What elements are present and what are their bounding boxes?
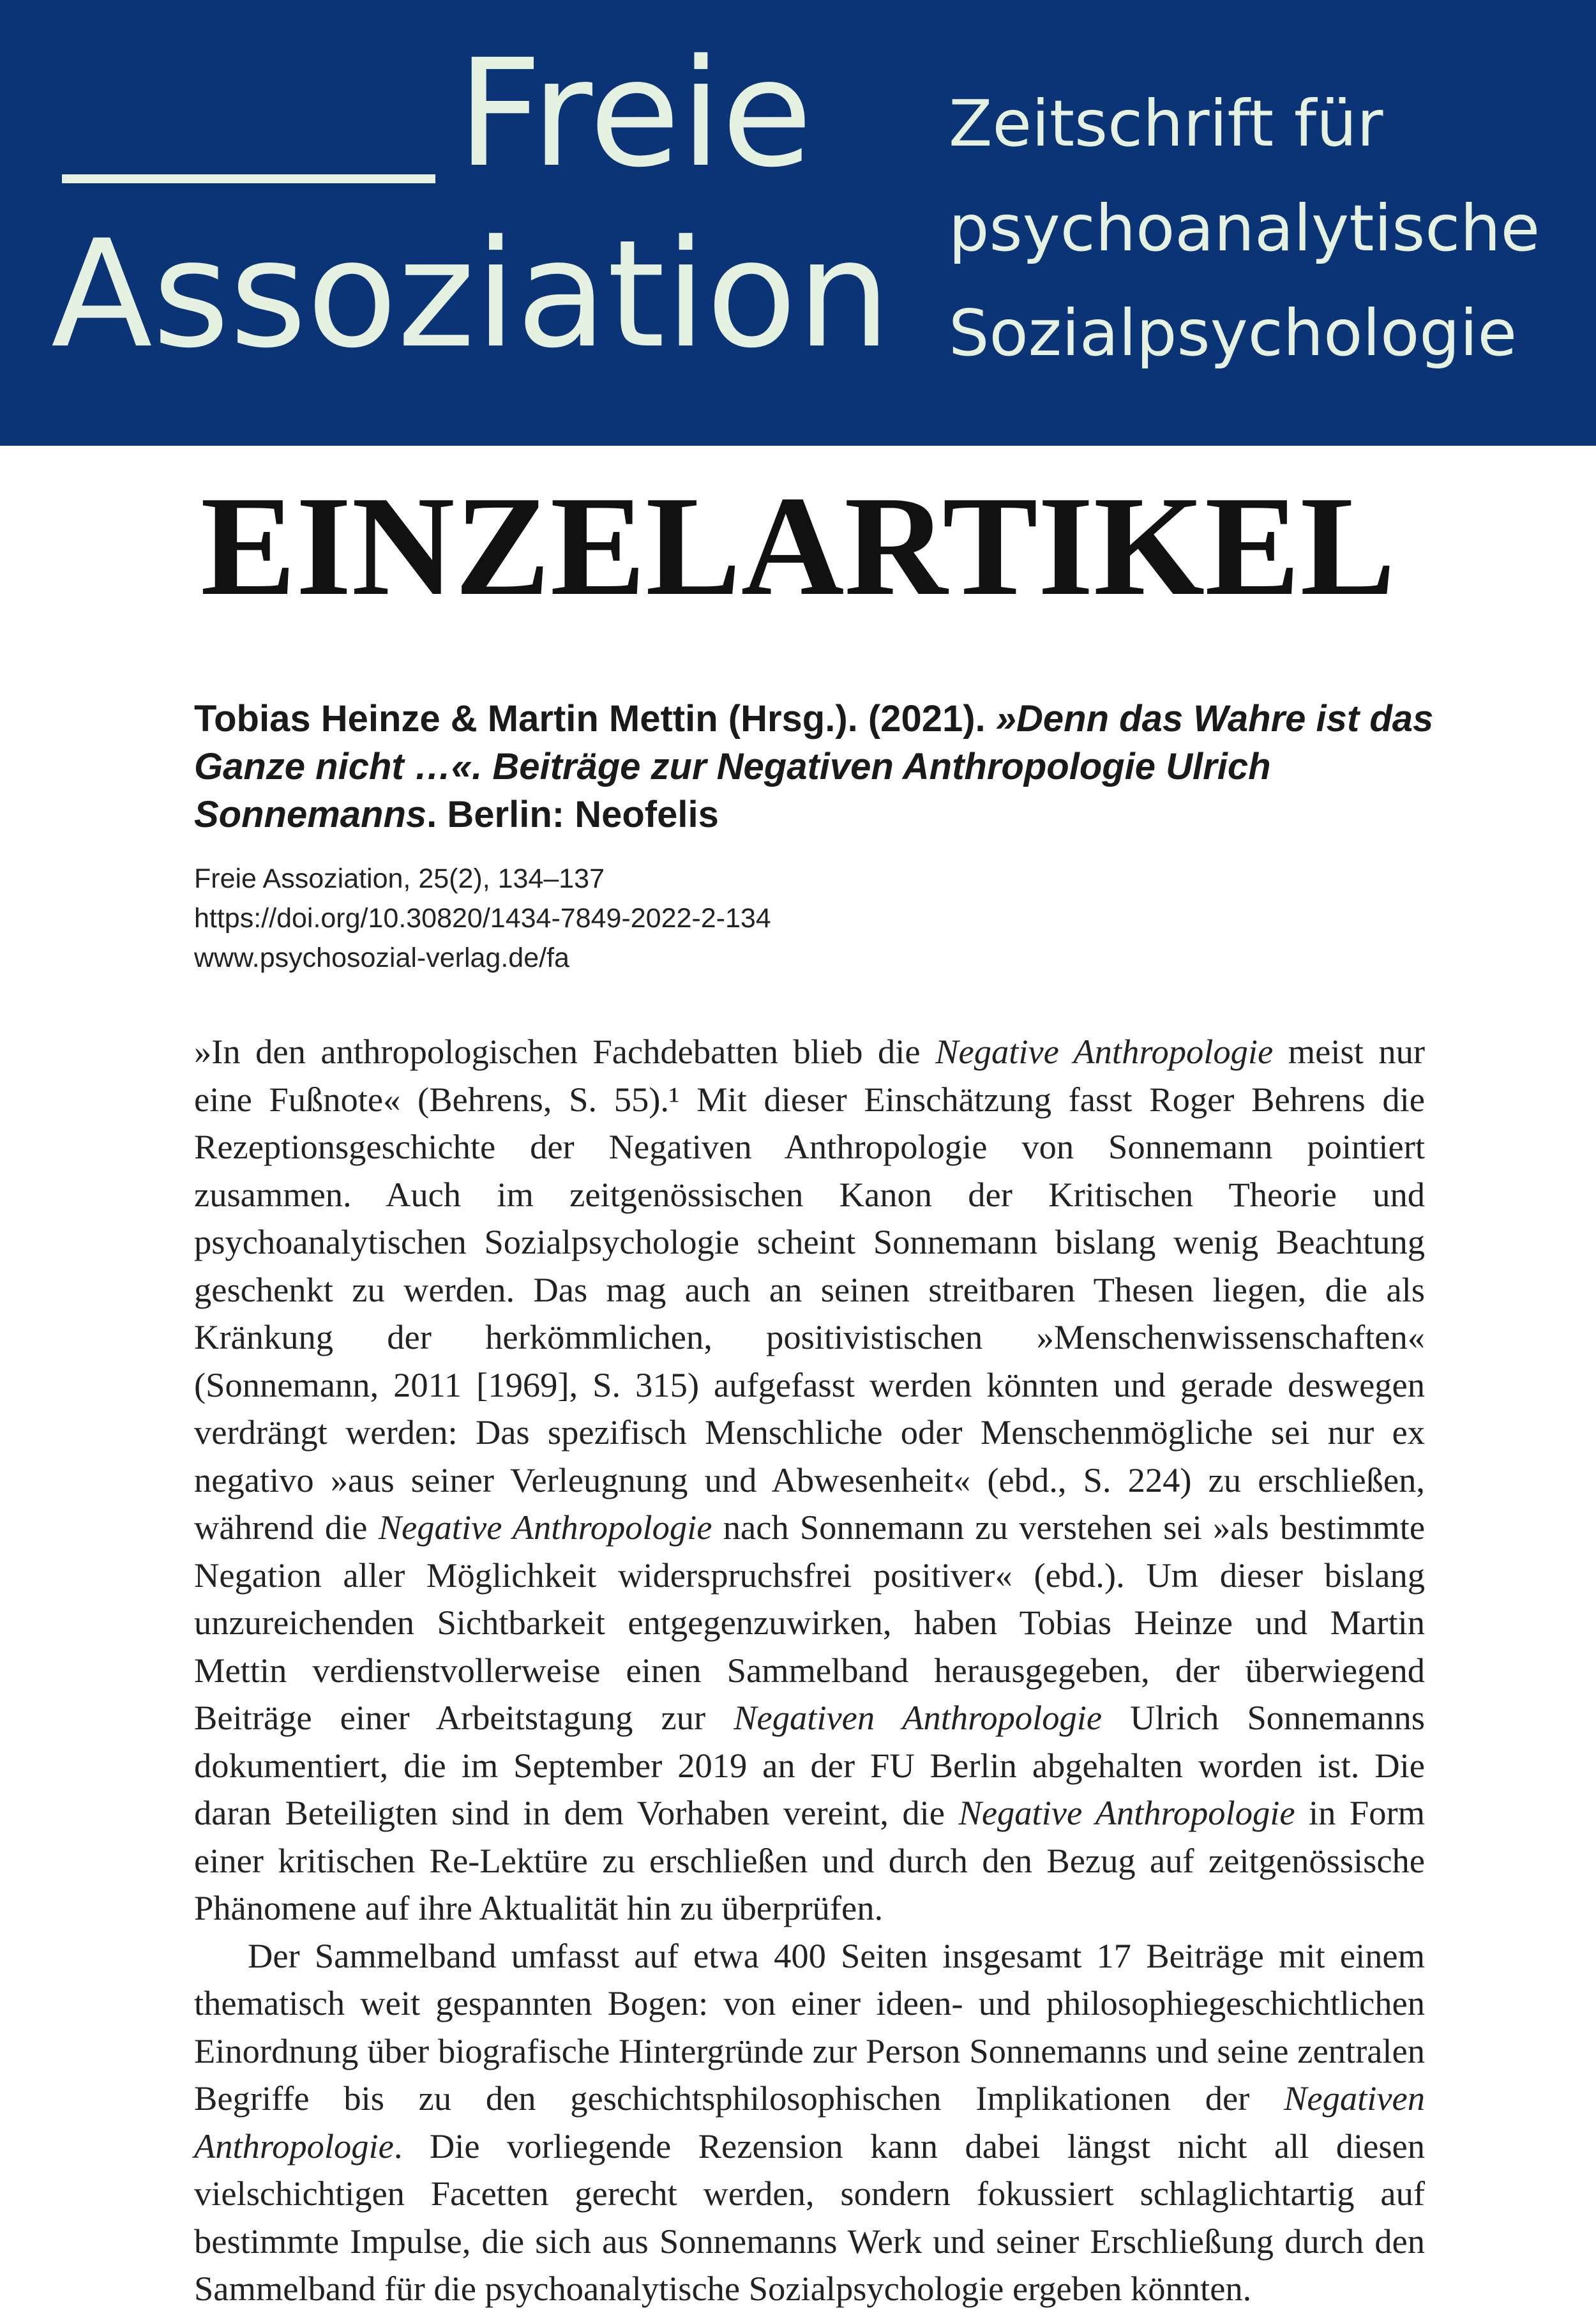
journal-reference: Freie Assoziation, 25(2), 134–137: [194, 863, 605, 894]
citation-authors: Tobias Heinze & Martin Mettin (Hrsg.). (2021).: [194, 698, 986, 739]
subtitle-line: Sozialpsychologie: [949, 296, 1517, 370]
subtitle-line: psychoanalytische: [949, 191, 1540, 266]
emphasis-text: Negative Anthropologie: [935, 1032, 1274, 1071]
doi-link[interactable]: https://doi.org/10.30820/1434-7849-2022-2-134: [194, 903, 771, 934]
website-link[interactable]: www.psychosozial-verlag.de/fa: [194, 943, 569, 973]
body-paragraph: [194, 1028, 1425, 1932]
text-run: Ulrich Sonnemanns dokumentiert, die im September 2019 an der FU Berlin abgehalten worden ist. Die daran Beteiligten sind in dem Vorhaben vereint, die: [194, 1698, 1425, 1832]
journal-subtitle: [949, 72, 1540, 386]
emphasis-text: Negativen Anthropologie: [194, 2079, 1425, 2165]
emphasis-text: Negative Anthropologie: [958, 1793, 1295, 1832]
text-run: nach Sonnemann zu verstehen sei »als bestimmte Negation aller Möglichkeit widerspruchsfrei positiver« (ebd.). Um dieser bislang unzureichenden Sichtbarkeit entgegenzuwirken, haben Tobias Heinze und Martin Mettin verdienstvollerweise einen Sammelband herausgegeben, der überwiegend Beiträge einer Arbeitstagung zur: [194, 1508, 1426, 1737]
citation-publisher: . Berlin: Neofelis: [426, 794, 719, 835]
journal-name-line1: Freie: [457, 27, 813, 200]
subtitle-line: Zeitschrift für: [949, 86, 1383, 161]
header-rule: [62, 174, 435, 183]
emphasis-text: Negative Anthropologie: [378, 1508, 712, 1547]
article-metadata: [194, 859, 771, 978]
text-run: »In den anthropologischen Fachdebatten blieb die: [194, 1032, 936, 1071]
citation-book-title: »Denn das Wahre ist das Ganze nicht …«. Beiträge zur Negativen Anthropologie Ulrich Sonnemanns: [194, 698, 1434, 835]
text-run: in Form einer kritischen Re-Lektüre zu erschließen und durch den Bezug auf zeitgenössische Phänomene auf ihre Aktualität hin zu überprüfen.: [194, 1793, 1425, 1927]
article-citation: [194, 695, 1439, 838]
body-paragraph: [194, 1932, 1425, 2313]
journal-name-line2: Assoziation: [51, 208, 891, 381]
journal-header: [0, 0, 1596, 446]
article-body: [194, 1028, 1425, 2313]
page-title: EINZELARTIKEL: [200, 467, 1396, 625]
emphasis-text: Negativen Anthropologie: [734, 1698, 1103, 1737]
text-run: meist nur eine Fußnote« (Behrens, S. 55).¹ Mit dieser Einschätzung fasst Roger Behrens die Rezeptionsgeschichte der Negativen Anthropologie von Sonnemann pointiert zusammen. Auch im zeitgenössischen Kanon der Kritischen Theorie und psychoanalytischen Sozialpsychologie scheint Sonnemann bislang wenig Beachtung geschenkt zu werden. Das mag auch an seinen streitbaren Thesen liegen, die als Kränkung der herkömmlichen, positivistischen »Menschenwissenschaften« (Sonnemann, 2011 [1969], S. 315) aufgefasst werden könnten und gerade deswegen verdrängt werden: Das spezifisch Menschliche oder Menschenmögliche sei nur ex negativo »aus seiner Verleugnung und Abwesenheit« (ebd., S. 224) zu erschließen, während die: [194, 1032, 1426, 1547]
text-run: . Die vorliegende Rezension kann dabei längst nicht all diesen vielschichtigen Facetten gerecht werden, sondern fokussiert schlaglichtartig auf bestimmte Impulse, die sich aus Sonnemanns Werk und seiner Erschließung durch den Sammelband für die psychoanalytische Sozialpsychologie ergeben könnten.: [194, 2126, 1425, 2308]
text-run: Der Sammelband umfasst auf etwa 400 Seiten insgesamt 17 Beiträge mit einem thematisch weit gespannten Bogen: von einer ideen- und philosophiegeschichtlichen Einordnung über biografische Hintergründe zur Person Sonnemanns und seine zentralen Begriffe bis zu den geschichtsphilosophischen Implikationen der: [194, 1936, 1425, 2118]
